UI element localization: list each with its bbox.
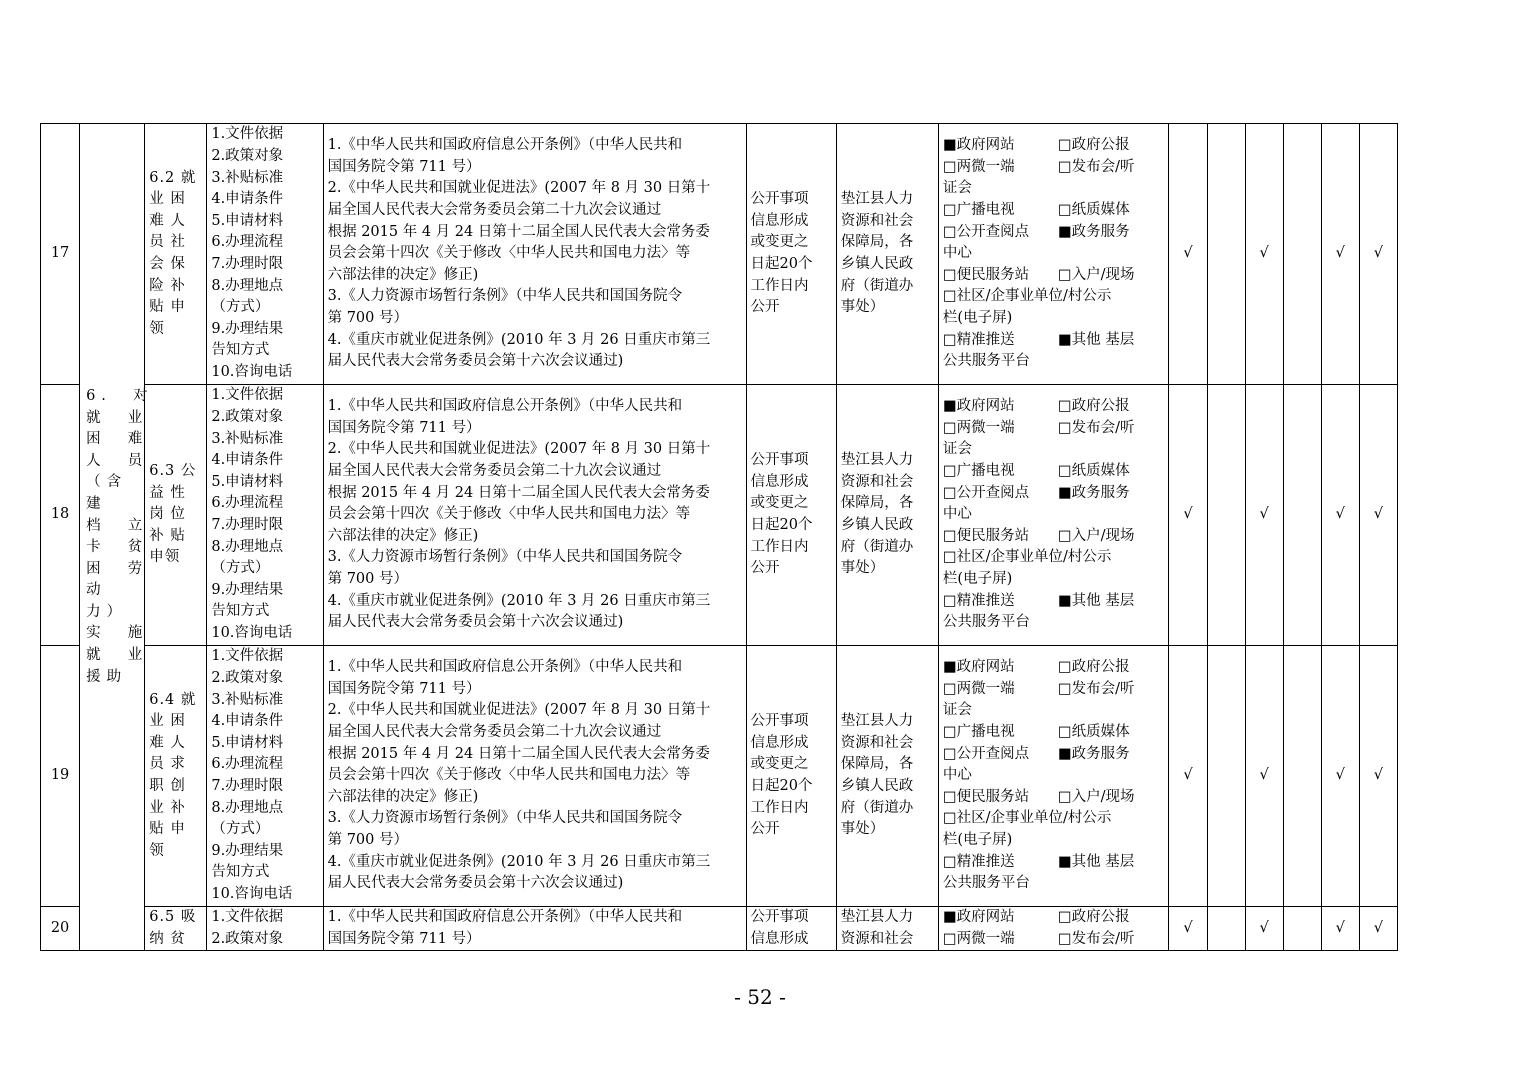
item-name	[145, 907, 207, 951]
text-line: 第 700 号）	[327, 831, 408, 848]
row-number: 19	[41, 646, 80, 907]
text-line: 1.《中华人民共和国政府信息公开条例》（中华人民共和	[327, 137, 683, 154]
text-line: 1.文件依据	[211, 909, 284, 925]
text-line: 5.申请材料	[211, 212, 284, 229]
text-line: 根据 2015 年 4 月 24 日第十二届全国人民代表大会常务委	[327, 223, 710, 240]
channel-option: □便民服务站	[942, 266, 1030, 283]
text-line: （方式）	[211, 299, 270, 316]
text-line: 业 补	[149, 799, 186, 816]
text-line: 员会会第十四次《关于修改〈中华人民共和国电力法〉等	[327, 506, 691, 523]
channel-line	[943, 243, 1165, 265]
text-line: 资源和社会	[840, 473, 914, 490]
text-line: 事处）	[840, 299, 885, 316]
text-line: 告知方式	[211, 864, 270, 881]
text-line: 实 施	[86, 625, 149, 642]
text-line: 保障局，各	[840, 756, 914, 773]
text-line: 乡镇人民政	[840, 256, 914, 272]
text-line: 纳 贫	[149, 930, 186, 947]
channel-option: □广播电视	[942, 724, 1015, 741]
channel-option: □政府公报	[1057, 659, 1130, 676]
text-line: 4.申请条件	[211, 191, 284, 208]
text-line: 会 保	[149, 256, 186, 272]
text-line: 6.办理流程	[211, 234, 284, 251]
channel-line	[943, 830, 1165, 852]
text-line: 申领	[149, 549, 181, 566]
text-line: 1.《中华人民共和国政府信息公开条例》（中华人民共和	[327, 398, 683, 415]
channel-option: □公开查阅点	[942, 484, 1030, 501]
text-line: 8.办理地点	[211, 799, 284, 816]
channel-line	[943, 569, 1165, 591]
item-name	[145, 385, 207, 646]
text-line: 7.办理时限	[211, 517, 284, 533]
text-line: 1.文件依据	[211, 126, 284, 143]
text-line: 领	[149, 842, 165, 859]
channel-line	[943, 765, 1165, 787]
text-line: 业 困	[149, 713, 186, 730]
text-line: 2.政策对象	[211, 930, 284, 947]
text-line: 第 700 号）	[327, 570, 408, 587]
check-cell: √	[1169, 124, 1207, 385]
disclosure-elements	[207, 907, 323, 951]
channel-line	[943, 439, 1165, 461]
row-number: 18	[41, 385, 80, 646]
text-line: 益 性	[149, 484, 186, 501]
text-line: 府（街道办	[840, 277, 914, 294]
channel-option: □纸质媒体	[1057, 202, 1130, 219]
channel-line	[943, 744, 1165, 766]
disclosure-basis	[323, 385, 746, 646]
category-text	[86, 386, 154, 688]
channel-option: □入户/现场	[1057, 788, 1135, 805]
disclosure-time	[746, 385, 836, 646]
channel-option: 栏(电子屏)	[942, 309, 1013, 326]
text-line: 届人民代表大会常务委员会第十六次会议通过)	[327, 875, 624, 892]
channel-line	[943, 907, 1165, 929]
channel-line	[943, 461, 1165, 483]
text-line: 日起20个	[750, 256, 813, 272]
text-line: 垫江县人力	[840, 191, 914, 208]
text-line: 根据 2015 年 4 月 24 日第十二届全国人民代表大会常务委	[327, 484, 710, 501]
channel-option: □发布会/听	[1057, 419, 1135, 436]
channel-option: □精准推送	[942, 331, 1015, 348]
text-line: 2.政策对象	[211, 148, 284, 165]
text-line: 六部法律的决定》修正)	[327, 788, 479, 805]
disclosure-time	[746, 907, 836, 951]
text-line: 府（街道办	[840, 538, 914, 555]
text-line: 告知方式	[211, 342, 270, 359]
text-line: 保障局，各	[840, 495, 914, 512]
text-line: 府（街道办	[840, 799, 914, 816]
channel-option: □社区/企事业单位/村公示	[942, 549, 1112, 566]
text-line: 国国务院令第 711 号）	[327, 680, 481, 697]
disclosure-subject	[836, 385, 938, 646]
text-line: 2.政策对象	[211, 670, 284, 687]
channel-option: □社区/企事业单位/村公示	[942, 288, 1112, 305]
check-cell: √	[1321, 124, 1359, 385]
check-cell	[1207, 646, 1245, 907]
disclosure-subject	[836, 124, 938, 385]
text-line: 困 难	[86, 431, 149, 448]
text-line: 6.4 就	[149, 691, 197, 708]
text-line: 10.咨询电话	[211, 885, 293, 902]
disclosure-time	[746, 124, 836, 385]
check-cell	[1207, 907, 1245, 951]
channel-option: □社区/企事业单位/村公示	[942, 810, 1112, 827]
text-line: 10.咨询电话	[211, 363, 293, 380]
table-row	[41, 646, 1398, 907]
table-row	[41, 907, 1398, 951]
check-cell: √	[1169, 907, 1207, 951]
text-line: 业 困	[149, 191, 186, 208]
channel-option: □便民服务站	[942, 527, 1030, 544]
text-line: 第 700 号）	[327, 309, 408, 326]
text-line: 资源和社会	[840, 734, 914, 751]
channel-option: □入户/现场	[1057, 527, 1135, 544]
channel-line	[943, 612, 1165, 634]
check-cell	[1283, 907, 1321, 951]
text-line: 或变更之	[750, 495, 809, 512]
text-line: 垫江县人力	[840, 909, 914, 925]
text-line: 工作日内	[750, 538, 809, 555]
text-line: 3.《人力资源市场暂行条例》（中华人民共和国国务院令	[327, 810, 683, 827]
check-cell: √	[1359, 907, 1397, 951]
text-line: 事处）	[840, 560, 885, 577]
text-line: 公开事项	[750, 909, 809, 925]
channel-option: □两微一端	[942, 158, 1015, 175]
text-line: 根据 2015 年 4 月 24 日第十二届全国人民代表大会常务委	[327, 745, 710, 762]
text-line: 乡镇人民政	[840, 778, 914, 794]
channel-option: □政府公报	[1057, 909, 1130, 925]
text-line: 9.办理结果	[211, 581, 284, 598]
text-line: 国国务院令第 711 号）	[327, 158, 481, 175]
text-line: 届人民代表大会常务委员会第十六次会议通过)	[327, 353, 624, 370]
disclosure-elements	[207, 124, 323, 385]
channel-line	[943, 418, 1165, 440]
channel-option: ■其他 基层	[1057, 331, 1135, 348]
page-number: - 52 -	[734, 985, 786, 1009]
channel-line	[943, 178, 1165, 200]
text-line: 10.咨询电话	[211, 624, 293, 641]
text-line: 贴 申	[149, 299, 186, 316]
text-line: 或变更之	[750, 756, 809, 773]
text-line: 2.《中华人民共和国就业促进法》(2007 年 8 月 30 日第十	[327, 702, 711, 719]
text-line: 4.申请条件	[211, 713, 284, 730]
channel-line	[943, 286, 1165, 308]
channel-option: □广播电视	[942, 202, 1015, 219]
channel-line	[943, 200, 1165, 222]
text-line: 6.5 吸	[149, 909, 197, 925]
text-line: 届全国人民代表大会常务委员会第二十九次会议通过	[327, 463, 662, 480]
text-line: 6.办理流程	[211, 495, 284, 512]
disclosure-channels	[938, 907, 1169, 951]
text-line: 垫江县人力	[840, 452, 914, 469]
channel-line	[943, 722, 1165, 744]
text-line: 领	[149, 320, 165, 337]
text-line: 5.申请材料	[211, 734, 284, 751]
channel-option: 中心	[942, 245, 972, 262]
disclosure-channels	[938, 124, 1169, 385]
check-cell	[1207, 124, 1245, 385]
text-line: 8.办理地点	[211, 538, 284, 555]
channel-option: ■其他 基层	[1057, 853, 1135, 870]
channel-line	[943, 657, 1165, 679]
check-cell: √	[1169, 646, 1207, 907]
channel-option: 栏(电子屏)	[942, 831, 1013, 848]
text-line: 9.办理结果	[211, 842, 284, 859]
channel-option: □发布会/听	[1057, 158, 1135, 175]
category-cell	[80, 124, 154, 951]
channel-line	[943, 591, 1165, 613]
text-line: 公开事项	[750, 713, 809, 730]
channel-option: 公共服务平台	[942, 353, 1030, 370]
text-line: 员会会第十四次《关于修改〈中华人民共和国电力法〉等	[327, 767, 691, 784]
text-line: 补 贴	[149, 527, 186, 544]
check-cell	[1207, 385, 1245, 646]
item-name	[145, 646, 207, 907]
text-line: （方式）	[211, 821, 270, 838]
text-line: 六部法律的决定》修正)	[327, 527, 479, 544]
text-line: 1.文件依据	[211, 387, 284, 404]
text-line: 届全国人民代表大会常务委员会第二十九次会议通过	[327, 202, 662, 219]
channel-option: 证会	[942, 441, 972, 458]
channel-line	[943, 787, 1165, 809]
channel-option: ■政务服务	[1057, 484, 1130, 501]
channel-line	[943, 700, 1165, 722]
channel-option: □精准推送	[942, 592, 1015, 609]
text-line: 难 人	[149, 734, 186, 751]
text-line: 届全国人民代表大会常务委员会第二十九次会议通过	[327, 724, 662, 741]
channel-option: □公开查阅点	[942, 745, 1030, 762]
text-line: 员 社	[149, 234, 186, 251]
text-line: 工作日内	[750, 277, 809, 294]
text-line: 六部法律的决定》修正)	[327, 266, 479, 283]
channel-line	[943, 929, 1165, 951]
text-line: 或变更之	[750, 234, 809, 251]
text-line: 国国务院令第 711 号）	[327, 930, 481, 947]
text-line: 公开	[750, 821, 780, 838]
text-line: 援助	[86, 668, 128, 685]
text-line: 信息形成	[750, 473, 809, 490]
text-line: 4.《重庆市就业促进条例》(2010 年 3 月 26 日重庆市第三	[327, 331, 711, 348]
channel-line	[943, 547, 1165, 569]
disclosure-basis	[323, 646, 746, 907]
channel-line	[943, 396, 1165, 418]
disclosure-elements	[207, 646, 323, 907]
channel-option: □政府公报	[1057, 398, 1130, 415]
channel-option: 栏(电子屏)	[942, 570, 1013, 587]
text-line: 就 业	[86, 647, 149, 664]
text-line: 3.补贴标准	[211, 430, 284, 447]
channel-option: □两微一端	[942, 419, 1015, 436]
channel-line	[943, 679, 1165, 701]
check-cell: √	[1245, 385, 1283, 646]
text-line: 档 立	[86, 517, 149, 534]
channel-option: □公开查阅点	[942, 223, 1030, 240]
channel-line	[943, 873, 1165, 895]
text-line: 信息形成	[750, 930, 809, 947]
text-line: 资源和社会	[840, 930, 914, 947]
text-line: 公开事项	[750, 191, 809, 208]
text-line: 4.《重庆市就业促进条例》(2010 年 3 月 26 日重庆市第三	[327, 853, 711, 870]
channel-option: □纸质媒体	[1057, 724, 1130, 741]
text-line: 2.《中华人民共和国就业促进法》(2007 年 8 月 30 日第十	[327, 441, 711, 458]
channel-option: □两微一端	[942, 930, 1015, 947]
channel-line	[943, 351, 1165, 373]
check-cell	[1283, 646, 1321, 907]
text-line: 告知方式	[211, 603, 270, 620]
check-cell: √	[1359, 385, 1397, 646]
check-cell: √	[1359, 646, 1397, 907]
text-line: 3.《人力资源市场暂行条例》（中华人民共和国国务院令	[327, 288, 683, 305]
text-line: 3.《人力资源市场暂行条例》（中华人民共和国国务院令	[327, 549, 683, 566]
text-line: 9.办理结果	[211, 320, 284, 337]
text-line: 日起20个	[750, 778, 813, 794]
text-line: 垫江县人力	[840, 713, 914, 730]
channel-line	[943, 135, 1165, 157]
disclosure-elements	[207, 385, 323, 646]
text-line: 保障局，各	[840, 234, 914, 251]
channel-line	[943, 222, 1165, 244]
channel-option: □发布会/听	[1057, 930, 1135, 947]
check-cell: √	[1359, 124, 1397, 385]
text-line: 岗 位	[149, 506, 186, 523]
disclosure-time	[746, 646, 836, 907]
text-line: 工作日内	[750, 799, 809, 816]
disclosure-channels	[938, 385, 1169, 646]
channel-option: □政府公报	[1057, 137, 1130, 154]
text-line: 员会会第十四次《关于修改〈中华人民共和国电力法〉等	[327, 245, 691, 262]
text-line: （方式）	[211, 560, 270, 577]
channel-line	[943, 308, 1165, 330]
check-cell: √	[1321, 907, 1359, 951]
text-line: 贴 申	[149, 821, 186, 838]
text-line: 公开	[750, 299, 780, 316]
text-line: 3.补贴标准	[211, 169, 284, 186]
text-line: 国国务院令第 711 号）	[327, 419, 481, 436]
disclosure-subject	[836, 907, 938, 951]
channel-option: ■其他 基层	[1057, 592, 1135, 609]
channel-line	[943, 808, 1165, 830]
text-line: 1.《中华人民共和国政府信息公开条例》（中华人民共和	[327, 659, 683, 676]
text-line: 4.《重庆市就业促进条例》(2010 年 3 月 26 日重庆市第三	[327, 592, 711, 609]
text-line: 2.政策对象	[211, 409, 284, 426]
channel-option: □精准推送	[942, 853, 1015, 870]
text-line: 资源和社会	[840, 212, 914, 229]
disclosure-basis	[323, 907, 746, 951]
disclosure-subject	[836, 646, 938, 907]
text-line: 5.申请材料	[211, 473, 284, 490]
channel-option: ■政府网站	[942, 909, 1015, 925]
text-line: 7.办理时限	[211, 256, 284, 272]
text-line: 2.《中华人民共和国就业促进法》(2007 年 8 月 30 日第十	[327, 180, 711, 197]
check-cell: √	[1245, 124, 1283, 385]
text-line: 人 员	[86, 452, 149, 469]
text-line: 信息形成	[750, 212, 809, 229]
channel-option: □两微一端	[942, 680, 1015, 697]
check-cell: √	[1245, 646, 1283, 907]
text-line: 信息形成	[750, 734, 809, 751]
channel-option: 中心	[942, 506, 972, 523]
text-line: 事处）	[840, 821, 885, 838]
text-line: 职 创	[149, 778, 186, 794]
text-line: 日起20个	[750, 517, 813, 533]
text-line: 险 补	[149, 277, 186, 294]
text-line: 1.《中华人民共和国政府信息公开条例》（中华人民共和	[327, 909, 683, 925]
text-line: 届人民代表大会常务委员会第十六次会议通过)	[327, 614, 624, 631]
check-cell: √	[1169, 385, 1207, 646]
channel-option: □便民服务站	[942, 788, 1030, 805]
text-line: 难 人	[149, 212, 186, 229]
disclosure-table	[40, 123, 1398, 951]
check-cell: √	[1321, 385, 1359, 646]
text-line: 困 劳	[86, 560, 149, 577]
channel-option: ■政府网站	[942, 398, 1015, 415]
channel-line	[943, 330, 1165, 352]
channel-line	[943, 852, 1165, 874]
text-line: 卡 贫	[86, 539, 149, 556]
check-cell	[1283, 124, 1321, 385]
table-row	[41, 124, 1398, 385]
channel-option: 中心	[942, 767, 972, 784]
text-line: 公开事项	[750, 452, 809, 469]
channel-option: 证会	[942, 180, 972, 197]
channel-option: 证会	[942, 702, 972, 719]
channel-line	[943, 265, 1165, 287]
text-line: 4.申请条件	[211, 452, 284, 469]
channel-line	[943, 526, 1165, 548]
text-line: 3.补贴标准	[211, 691, 284, 708]
disclosure-basis	[323, 124, 746, 385]
channel-line	[943, 504, 1165, 526]
check-cell: √	[1245, 907, 1283, 951]
channel-line	[943, 483, 1165, 505]
check-cell	[1283, 385, 1321, 646]
text-line: 6. 对	[86, 387, 154, 404]
channel-option: ■政务服务	[1057, 223, 1130, 240]
text-line: 乡镇人民政	[840, 517, 914, 533]
text-line: 员 求	[149, 756, 186, 773]
channel-option: ■政务服务	[1057, 745, 1130, 762]
channel-option: 公共服务平台	[942, 614, 1030, 631]
table-row	[41, 385, 1398, 646]
text-line: 6.2 就	[149, 169, 197, 186]
text-line: 就 业	[86, 409, 149, 426]
channel-option: ■政府网站	[942, 137, 1015, 154]
disclosure-channels	[938, 646, 1169, 907]
text-line: 动力）	[86, 582, 128, 620]
channel-line	[943, 157, 1165, 179]
text-line: （含建	[86, 474, 128, 512]
channel-option: □纸质媒体	[1057, 463, 1130, 480]
row-number: 20	[41, 907, 80, 951]
channel-option: □广播电视	[942, 463, 1015, 480]
channel-option: □入户/现场	[1057, 266, 1135, 283]
channel-option: □发布会/听	[1057, 680, 1135, 697]
text-line: 8.办理地点	[211, 277, 284, 294]
row-number: 17	[41, 124, 80, 385]
text-line: 6.3 公	[149, 463, 197, 480]
text-line: 6.办理流程	[211, 756, 284, 773]
text-line: 7.办理时限	[211, 778, 284, 794]
channel-option: ■政府网站	[942, 659, 1015, 676]
check-cell: √	[1321, 646, 1359, 907]
text-line: 公开	[750, 560, 780, 577]
item-name	[145, 124, 207, 385]
channel-option: 公共服务平台	[942, 875, 1030, 892]
text-line: 1.文件依据	[211, 648, 284, 665]
